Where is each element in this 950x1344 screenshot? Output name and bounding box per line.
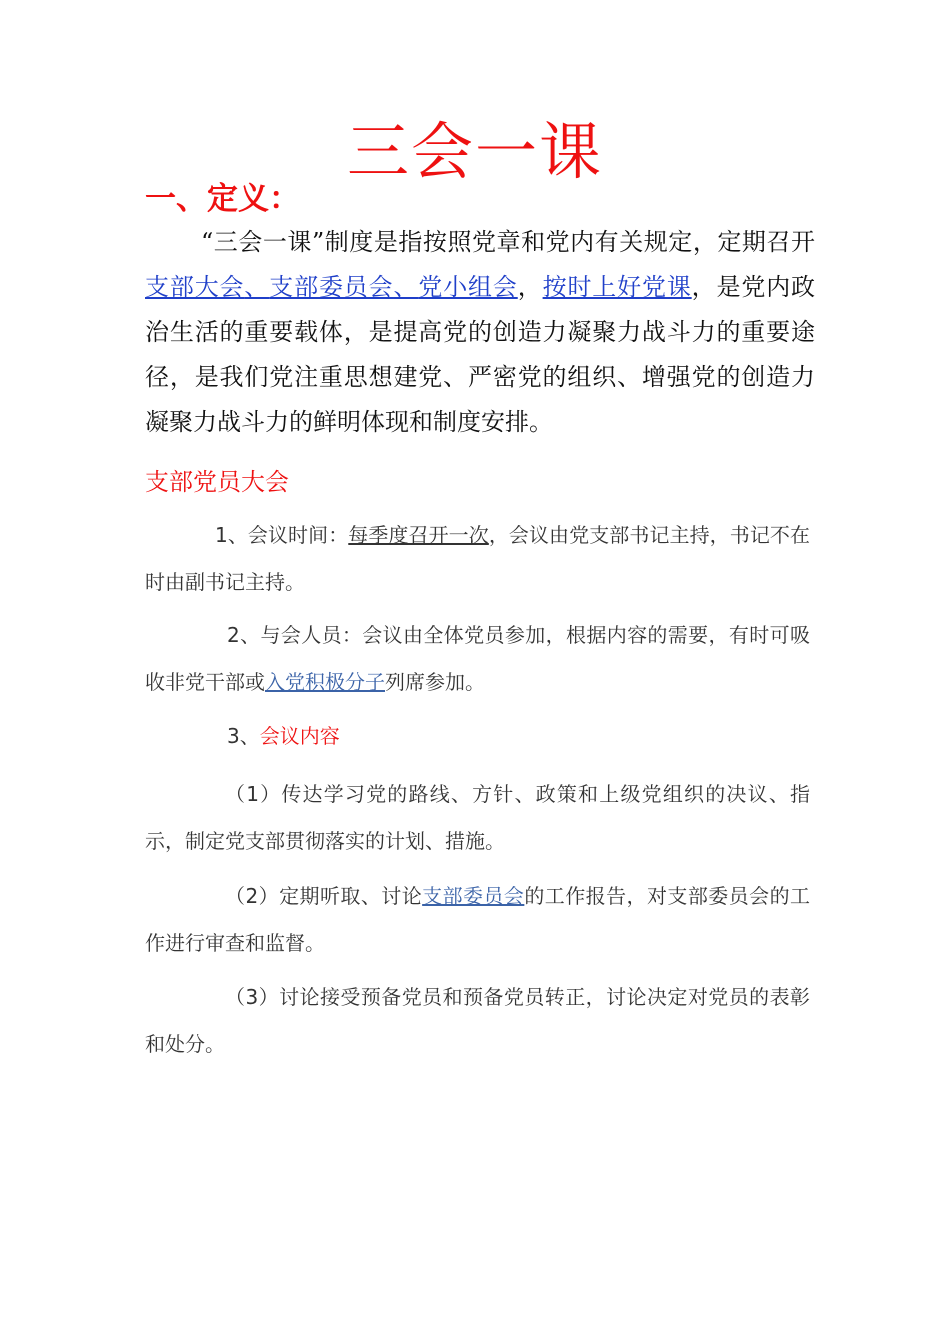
item-separator: 、 (239, 724, 260, 748)
item-number: 1 (215, 523, 228, 547)
subitem-open: （ (225, 884, 246, 908)
link-branch-general-meeting[interactable]: 支部大会 (145, 273, 245, 301)
subitem-number: 2 (245, 884, 259, 908)
item-label: 、会议时间： (227, 523, 349, 547)
subitem-3 (145, 974, 810, 1068)
subheading-branch-meeting: 支部党员大会 (145, 468, 289, 496)
subitem-number: 3 (245, 985, 259, 1009)
subitem-open: （ (225, 985, 246, 1009)
underlined-frequency: 每季度召开一次 (348, 523, 489, 547)
item-text: ，会议由党支部书记主持，书记不在时由副书记主持。 (145, 523, 810, 594)
subitem-text: ）传达学习党的路线、方针、政策和上级党组织的决议、指示，制定党支部贯彻落实的计划、措施。 (145, 782, 811, 853)
subitem-2 (145, 873, 810, 967)
definition-paragraph (145, 220, 815, 445)
item-number: 3 (227, 724, 240, 748)
link-party-lecture[interactable]: 按时上好党课 (542, 273, 692, 301)
definition-text-1: “三会一课”制度是指按照党章和党内有关规定，定期召开 (201, 228, 815, 256)
link-activists[interactable]: 入党积极分子 (265, 670, 385, 694)
item-meeting-time (145, 512, 810, 606)
subitem-text-2: 的工作报告，对支部委员会的工作进行审查和监督。 (145, 884, 811, 955)
item-text-2: 列席参加。 (385, 670, 485, 694)
document-title: 三会一课 (346, 115, 603, 188)
subitem-text-1: ）定期听取、讨论 (258, 884, 423, 908)
item-label-content: 会议内容 (259, 724, 340, 748)
subitem-text: ）讨论接受预备党员和预备党员转正，讨论决定对党员的表彰和处分。 (145, 985, 811, 1056)
link-branch-committee[interactable]: 支部委员会 (269, 273, 394, 301)
subitem-open: （ (225, 782, 247, 806)
link-party-group-meeting[interactable]: 党小组会 (418, 273, 518, 301)
link-branch-committee-report[interactable]: 支部委员会 (422, 884, 525, 908)
subitem-number: 1 (246, 782, 259, 806)
item-text-1: 、与会人员：会议由全体党员参加，根据内容的需要，有时可吸收非党干部或 (145, 623, 810, 694)
item-meeting-content (145, 713, 810, 760)
link-separator[interactable]: 、 (244, 273, 270, 301)
definition-separator: ， (517, 273, 543, 301)
link-separator[interactable]: 、 (393, 273, 419, 301)
item-number: 2 (227, 623, 240, 647)
subitem-1 (145, 771, 810, 865)
item-attendees (145, 612, 810, 706)
section-heading-definition: 一、定义： (145, 181, 300, 217)
definition-text-2: ，是党内政治生活的重要载体，是提高党的创造力凝聚力战斗力的重要途径，是我们党注重思想建党、严密党的组织、增强党的创造力凝聚力战斗力的鲜明体现和制度安排。 (145, 273, 816, 436)
